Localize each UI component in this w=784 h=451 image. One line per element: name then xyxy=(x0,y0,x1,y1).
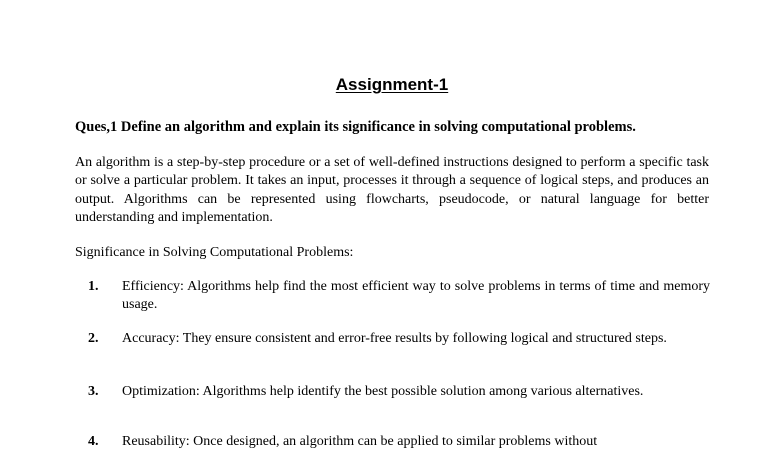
question-text: Ques,1 Define an algorithm and explain its significance in solving computational problems. xyxy=(75,119,636,135)
list-number: 4. xyxy=(88,434,99,449)
significance-heading: Significance in Solving Computational Problems: xyxy=(75,245,354,260)
definition-paragraph: An algorithm is a step-by-step procedure or a set of well-defined instructions designed to perform a specific task or solve a particular problem. It takes an input, processes it through a sequence of logical steps, and produces an output. Algorithms can be represented using flowcharts, pseudocode, or natural language for better understanding and implementation. xyxy=(75,155,709,225)
list-number: 3. xyxy=(88,384,99,399)
list-number: 1. xyxy=(88,279,99,294)
document-title: Assignment-1 xyxy=(335,75,449,94)
list-text: Reusability: Once designed, an algorithm can be applied to similar problems without xyxy=(122,434,598,449)
list-text: Optimization: Algorithms help identify the best possible solution among various alternatives. xyxy=(122,384,644,399)
list-text: Accuracy: They ensure consistent and error-free results by following logical and structured steps. xyxy=(122,331,667,346)
list-number: 2. xyxy=(88,331,99,346)
list-text: Efficiency: Algorithms help find the most efficient way to solve problems in terms of time and memory usage. xyxy=(122,279,710,313)
